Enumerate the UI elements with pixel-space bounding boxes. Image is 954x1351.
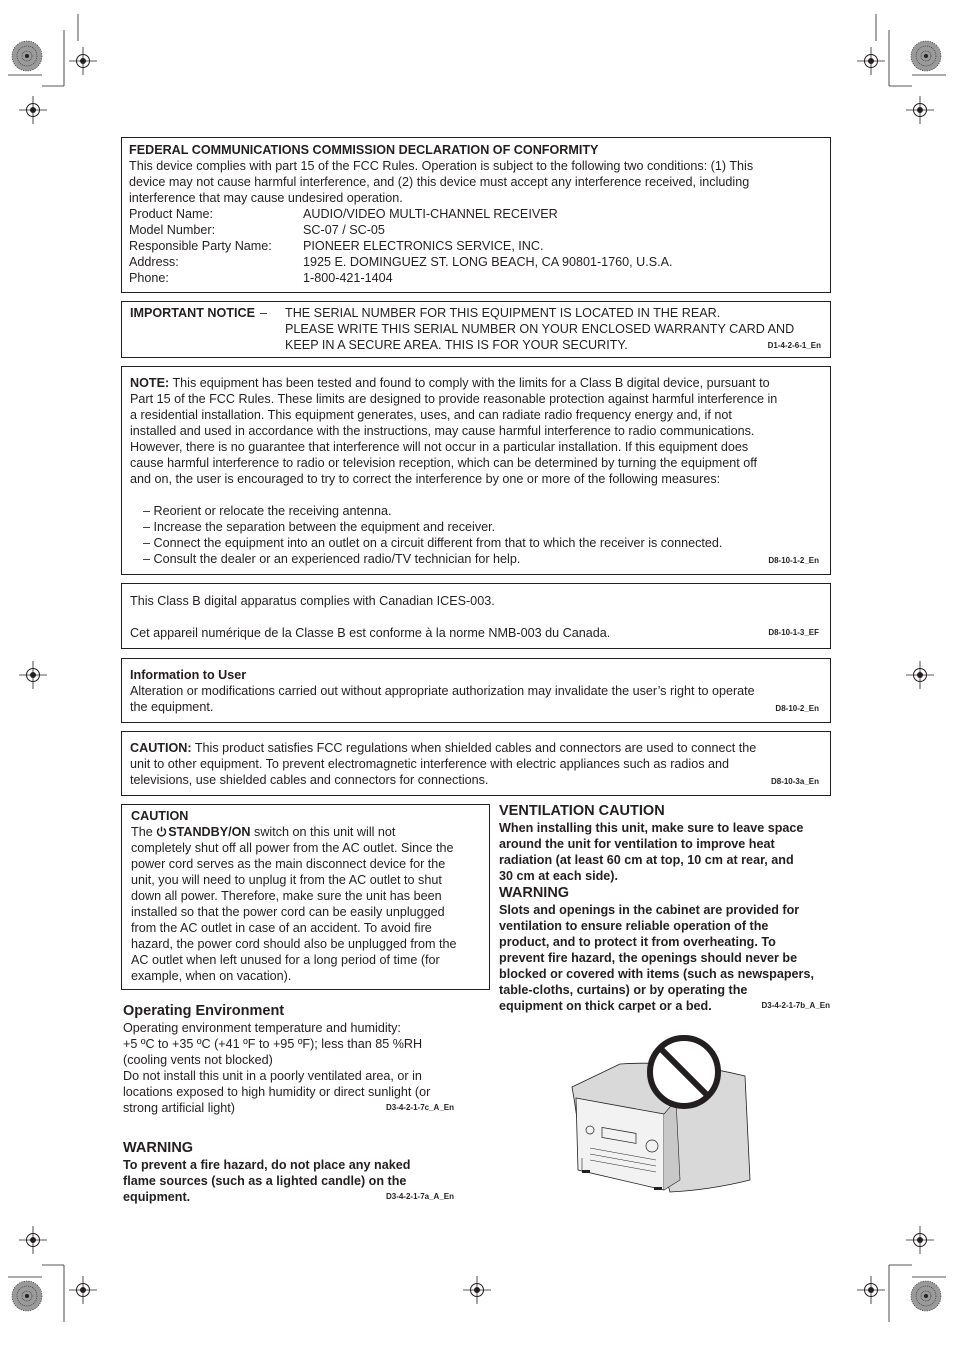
field-label: Responsible Party Name:	[129, 239, 272, 253]
registration-mark-icon	[911, 41, 941, 71]
note-line: and on, the user is encouraged to try to correct the interference by one or more of the following measures:	[130, 472, 721, 486]
registration-mark-icon	[906, 96, 934, 124]
doc-code: D3-4-2-1-7a_A_En	[385, 1192, 454, 1201]
field-label: Address:	[129, 255, 179, 269]
doc-code: D3-4-2-1-7b_A_En	[761, 1001, 830, 1010]
notice-line: THE SERIAL NUMBER FOR THIS EQUIPMENT IS LOCATED IN THE REAR.	[285, 306, 721, 320]
doc-code: D8-10-3a_En	[770, 777, 819, 786]
note-paragraph-start: NOTE: This equipment has been tested and found to comply with the limits for a Class B digital device, pursuant to	[130, 376, 770, 390]
field-label: Product Name:	[129, 207, 213, 221]
canada-english: This Class B digital apparatus complies with Canadian ICES-003.	[130, 594, 495, 608]
info-line: the equipment.	[130, 700, 214, 714]
measure-item: – Consult the dealer or an experienced radio/TV technician for help.	[143, 552, 521, 566]
address-row	[129, 254, 823, 270]
phone-row	[129, 270, 823, 286]
measure-item: – Reorient or relocate the receiving antenna.	[143, 504, 392, 518]
caution-label: CAUTION:	[130, 741, 192, 755]
measure-item: – Increase the separation between the equipment and receiver.	[143, 520, 496, 534]
canada-french: Cet appareil numérique de la Classe B est conforme à la norme NMB-003 du Canada.	[130, 626, 611, 640]
fire-warning-section: WARNING To prevent a fire hazard, do not place any naked flame sources (such as a lighted candle) on the equipment. D3-4-2-1-7a_A_En	[123, 1139, 458, 1205]
responsible-party-row	[129, 238, 823, 254]
notice-line: PLEASE WRITE THIS SERIAL NUMBER ON YOUR ENCLOSED WARRANTY CARD AND	[285, 322, 795, 336]
note-line: installed and used in accordance with the instructions, may cause harmful interference to radio communications.	[130, 424, 755, 438]
registration-mark-icon	[857, 47, 885, 75]
measure-item: – Connect the equipment into an outlet on a circuit different from that to which the receiver is connected.	[143, 536, 723, 550]
doc-code: D1-4-2-6-1_En	[767, 341, 821, 350]
registration-mark-icon	[463, 1276, 491, 1304]
caution-line: televisions, use shielded cables and connectors for connections.	[130, 773, 489, 787]
registration-mark-icon	[906, 661, 934, 689]
field-value: PIONEER ELECTRONICS SERVICE, INC.	[303, 239, 544, 253]
warning-title: WARNING	[123, 1140, 194, 1156]
note-line: a residential installation. This equipment generates, uses, and can radiate radio frequency energy and, if not	[130, 408, 732, 422]
important-notice-label: IMPORTANT NOTICE	[130, 306, 255, 320]
ventilation-caution-section: VENTILATION CAUTION When installing this unit, make sure to leave space around the unit for ventilation to improve heat radiation (at least 60 cm at top, 10 cm at rear, and 30 cm at each side).	[499, 802, 834, 884]
important-notice-box	[121, 301, 831, 358]
slots-warning-section: WARNING Slots and openings in the cabinet are provided for ventilation to ensure reliable operation of the product, and to protect it from overheating. To prevent fire hazard, the openings should never be blocked or covered with items (such as newspapers, table-cloths, curtains) or by operating the equipment on thick carpet or a bed. D3-4-2-1-7b_A_En	[499, 884, 834, 1014]
registration-mark-icon	[12, 1281, 42, 1311]
field-label: Phone:	[129, 271, 169, 285]
notice-dash: –	[260, 306, 268, 320]
registration-mark-icon	[906, 1226, 934, 1254]
operating-environment-section: Operating Environment Operating environment temperature and humidity: +5 ºC to +35 ºC (+41 ºF to +95 ºF); less than 85 %RH (cooling vents not blocked) Do not install this unit in a poorly ventilated area, or in locations exposed to high humidity or direct sunlight (or strong artificial light) D3-4-2-1-7c_A_En	[123, 1002, 458, 1116]
field-label: Model Number:	[129, 223, 216, 237]
fcc-line: device may not cause harmful interference, and (2) this device must accept any interference received, including	[129, 175, 750, 189]
doc-code: D3-4-2-1-7c_A_En	[385, 1103, 454, 1112]
doc-code: D8-10-2_En	[775, 704, 819, 713]
registration-mark-icon	[69, 1276, 97, 1304]
registration-mark-icon	[19, 96, 47, 124]
fcc-title: FEDERAL COMMUNICATIONS COMMISSION DECLARATION OF CONFORMITY	[129, 143, 599, 157]
ventilation-title: VENTILATION CAUTION	[499, 803, 665, 819]
note-line: However, there is no guarantee that interference will not occur in a particular installation. If this equipment does	[130, 440, 749, 454]
field-value: AUDIO/VIDEO MULTI-CHANNEL RECEIVER	[303, 207, 558, 221]
note-label: NOTE:	[130, 376, 170, 390]
covered-receiver-illustration	[560, 1030, 760, 1200]
field-value: SC-07 / SC-05	[303, 223, 385, 237]
notice-line: KEEP IN A SECURE AREA. THIS IS FOR YOUR SECURITY.	[285, 338, 628, 352]
product-name-row	[129, 206, 823, 222]
operating-environment-title: Operating Environment	[123, 1003, 285, 1019]
canada-compliance-box	[121, 583, 831, 649]
note-line: Part 15 of the FCC Rules. These limits are designed to provide reasonable protection against harmful interference in	[130, 392, 778, 406]
model-number-row	[129, 222, 823, 238]
standby-on-label: STANDBY/ON	[168, 825, 251, 839]
doc-code: D8-10-1-2_En	[768, 556, 819, 565]
prohibition-icon	[650, 1038, 718, 1106]
shielded-cables-caution-box: CAUTION: This product satisfies FCC regulations when shielded cables and connectors are used to connect the unit to other equipment. To prevent electromagnetic interference with electric appliances such as radios and televisions, use shielded cables and connectors for connections. D8-10-3a_En	[121, 731, 831, 796]
warning-title: WARNING	[499, 885, 570, 901]
caution-line: unit to other equipment. To prevent electromagnetic interference with electric appliances such as radios and	[130, 757, 730, 771]
standby-caution-title: CAUTION	[131, 809, 189, 823]
info-line: Alteration or modifications carried out without appropriate authorization may invalidate the user’s right to operate	[130, 684, 755, 698]
registration-mark-icon	[857, 1276, 885, 1304]
fcc-declaration-box	[121, 137, 831, 293]
power-standby-icon	[156, 826, 167, 837]
registration-mark-icon	[69, 47, 97, 75]
registration-mark-icon	[19, 1226, 47, 1254]
info-title: Information to User	[130, 668, 247, 682]
fcc-note-box	[121, 366, 831, 575]
registration-mark-icon	[19, 661, 47, 689]
field-value: 1-800-421-1404	[303, 271, 393, 285]
information-to-user-box	[121, 658, 831, 723]
field-value: 1925 E. DOMINGUEZ ST. LONG BEACH, CA 90801-1760, U.S.A.	[303, 255, 673, 269]
fcc-line: interference that may cause undesired operation.	[129, 191, 403, 205]
registration-mark-icon	[911, 1281, 941, 1311]
note-line: cause harmful interference to radio or television reception, which can be determined by turning the equipment off	[130, 456, 758, 470]
registration-mark-icon	[12, 41, 42, 71]
standby-caution-box: CAUTION The STANDBY/ON switch on this unit will not completely shut off all power from the AC outlet. Since the power cord serves as the main disconnect device for the unit, you will need to unplug it from the AC outlet to shut down all power. Therefore, make sure the unit has been installed so that the power cord can be easily unplugged from the AC outlet in case of an accident. To avoid fire hazard, the power cord should also be unplugged from the AC outlet when left unused for a long period of time (for example, when on vacation).	[121, 804, 490, 990]
doc-code: D8-10-1-3_EF	[768, 628, 819, 637]
fcc-line: This device complies with part 15 of the FCC Rules. Operation is subject to the following two conditions: (1) This	[129, 159, 754, 173]
